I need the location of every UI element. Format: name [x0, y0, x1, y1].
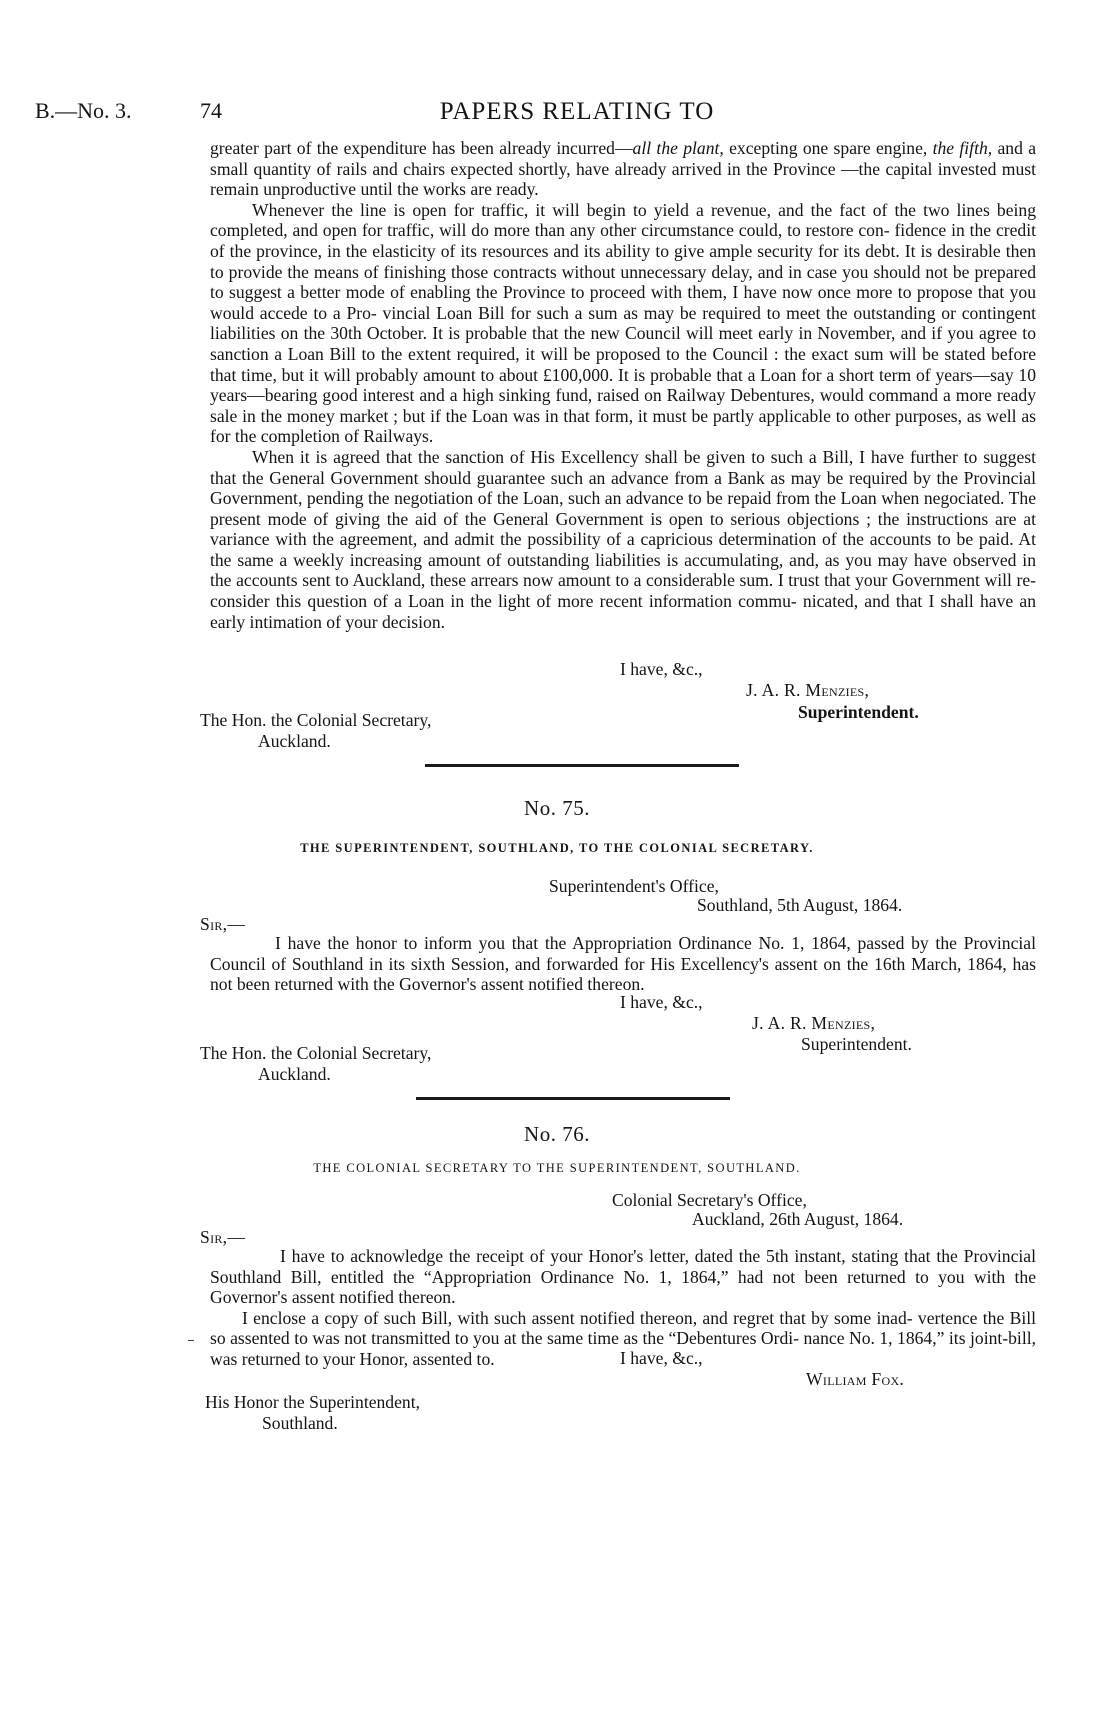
letter-76-number: No. 76.	[524, 1122, 590, 1146]
letter-74-paragraph-1: greater part of the expenditure has been already incurred—all the plant, excepting one spare engine, the fifth, and a small quantity of rails and chairs expected shortly, have already arrived in the Province —the capital invested must remain unproductive until the works are ready.	[210, 138, 1036, 200]
letter-75-office: Superintendent's Office,	[549, 876, 719, 896]
letter-74-paragraph-3: When it is agreed that the sanction of His Excellency shall be given to such a Bill, I have further to suggest that the General Government should guarantee such an advance from a Bank as may be required by the Provincial Government, pending the negotiation of the Loan, such an advance to be repaid from the Loan when negociated. The present mode of giving the aid of the General Government is open to serious objections ; the instructions are at variance with the agreement, and admit the possibility of a capricious determination of the accounts to be paid. At the same a weekly increasing amount of outstanding liabilities is accumulating, and, as you may have observed in the accounts sent to Auckland, these arrears now amount to a considerable sum. I trust that your Government will re-consider this question of a Loan in the light of more recent information commu- nicated, and that I shall have an early intimation of your decision.	[210, 446, 1036, 632]
letter-75-addressee: The Hon. the Colonial Secretary,	[200, 1043, 432, 1063]
margin-mark	[188, 1340, 194, 1341]
letter-76-addressee: His Honor the Superintendent,	[205, 1392, 420, 1412]
letter-75-heading: THE SUPERINTENDENT, SOUTHLAND, TO THE COLONIAL SECRETARY.	[300, 841, 814, 855]
letter-75-signature: J. A. R. Menzies,	[752, 1013, 876, 1033]
letter-75-closing: I have, &c.,	[620, 992, 703, 1012]
letter-76-addressee-place: Southland.	[262, 1413, 338, 1433]
section-divider	[425, 764, 739, 767]
letter-74-addressee-place: Auckland.	[258, 731, 331, 751]
paper-reference: B.—No. 3.	[35, 98, 132, 123]
letter-74-closing: I have, &c.,	[620, 659, 703, 679]
letter-74-signature: J. A. R. Menzies,	[746, 680, 870, 700]
running-header	[0, 98, 1114, 132]
letter-76-paragraph-1: I have to acknowledge the receipt of your Honor's letter, dated the 5th instant, stating that the Provincial Southland Bill, entitled the “Appropriation Ordinance No. 1, 1864,” had not been returned to you with the Governor's assent notified thereon.	[210, 1246, 1036, 1308]
page-number: 74	[200, 98, 222, 123]
letter-74-addressee: The Hon. the Colonial Secretary,	[200, 710, 432, 730]
letter-75-body	[210, 933, 1036, 995]
letter-75-signature-title: Superintendent.	[801, 1034, 912, 1054]
letter-75-salutation: Sir,—	[200, 914, 246, 934]
letter-75-addressee-place: Auckland.	[258, 1064, 331, 1084]
letter-74-signature-title: Superintendent.	[798, 702, 919, 722]
letter-76-closing: I have, &c.,	[620, 1348, 703, 1368]
letter-75-place-date: Southland, 5th August, 1864.	[697, 895, 903, 915]
letter-76-place-date: Auckland, 26th August, 1864.	[692, 1209, 904, 1229]
letter-74-paragraph-2: Whenever the line is open for traffic, it will begin to yield a revenue, and the fact of the two lines being completed, and open for traffic, will do more than any other circumstance could, to restore con- fidence in the credit of the province, in the elasticity of its resources and its ability to give ample security for its debt. It is desirable then to provide the means of finishing those contracts without unnecessary delay, and in case you should not be prepared to suggest a better mode of enabling the Province to proceed with them, I have now once more to propose that you would accede to a Pro- vincial Loan Bill for such a sum as may be required to meet the outstanding or contingent liabilities on the 30th October. It is probable that the new Council will meet early in November, and if you agree to sanction a Loan Bill to the extent required, it will be proposed to the Council : the exact sum will be stated before that time, but it will probably amount to about £100,000. It is probable that a Loan for a short term of years—say 10 years—bearing good interest and a high sinking fund, raised on Railway Debentures, would command a more ready sale in the money market ; but if the Loan was in that form, it must be partly applicable to other purposes, as well as for the completion of Railways.	[210, 199, 1036, 447]
letter-76-office: Colonial Secretary's Office,	[612, 1190, 807, 1210]
letter-76-heading: THE COLONIAL SECRETARY TO THE SUPERINTENDENT, SOUTHLAND.	[313, 1161, 801, 1175]
letter-74-body	[210, 138, 1036, 632]
letter-76-paragraph-2: I enclose a copy of such Bill, with such assent notified thereon, and regret that by some inad- vertence the Bill so assented to was not transmitted to you at the same time as the “Debentures Ordi- nance No. 1, 1864,” its joint-bill, was returned to your Honor, assented to.	[210, 1307, 1036, 1369]
section-divider	[416, 1097, 730, 1100]
letter-75-number: No. 75.	[524, 796, 590, 820]
page-title: PAPERS RELATING TO	[439, 98, 715, 125]
letter-76-signature: William Fox.	[806, 1369, 905, 1389]
letter-75-paragraph-1: I have the honor to inform you that the Appropriation Ordinance No. 1, 1864, passed by the Provincial Council of Southland in its sixth Session, and forwarded for His Excellency's assent on the 16th March, 1864, has not been returned with the Governor's assent notified thereon.	[210, 933, 1036, 995]
letter-76-salutation: Sir,—	[200, 1227, 246, 1247]
